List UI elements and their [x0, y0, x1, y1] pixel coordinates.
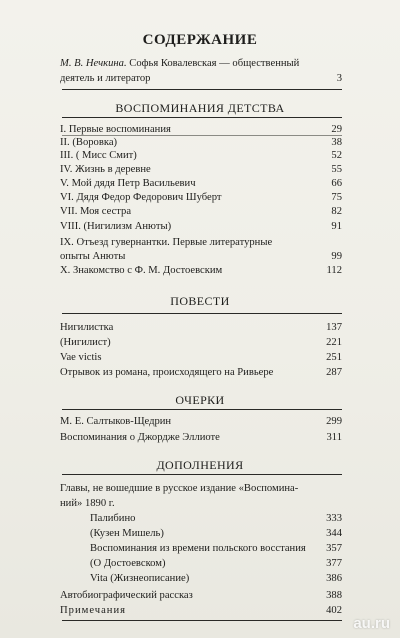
- intro-title-line2: деятель и литератор: [60, 73, 151, 84]
- toc-page: 333: [326, 513, 342, 524]
- section-heading-appendix: ДОПОЛНЕНИЯ: [156, 458, 244, 472]
- toc-page: 221: [326, 337, 342, 348]
- toc-page: 287: [326, 367, 342, 378]
- divider: [62, 474, 342, 475]
- toc-page: 311: [326, 432, 342, 443]
- toc-page: 55: [331, 164, 342, 175]
- watermark: au.ru: [353, 615, 390, 632]
- toc-page: 251: [326, 352, 342, 363]
- book-page: СОДЕРЖАНИЕ М. В. Нечкина. Софья Ковалевская — общественный деятель и литератор 3 ВОСПОМИНАНИЯ ДЕТСТВА I. Первые воспоминания 29 II. (Воровка) 38 III. ( Мисс Смит) 52 IV. Жизнь в деревне 55 V. Мой дядя Петр Васильевич 66 VI. Дядя Федор Федорович Шуберт 75 VII. Моя сестра 82 VIII. (Нигилизм Анюты) 91 IX. Отъезд гувернантки. Первые литературные опыты Анюты 99 X. Знакомство с Ф. М. Достоевским 112 ПОВЕСТИ Нигилистка 137 (Нигилист) 221 Vae victis 251 Отрывок из романа, происходящего на Ривьере 287 ОЧЕРКИ М. Е. Салтыков-Щедрин 299 Воспоминания о Джордже Эллиоте 311 ДОПОЛНЕНИЯ Главы, не вошедшие в русское издание «Воспомина- ний» 1890 г. Палибино 333 (Кузен Мишель) 344 Воспоминания из времени польского восстания 357 (О Достоевском) 377 Vita (Жизнеописание) 386 Автобиографический рассказ 388 Примечания 402 au.ru: [0, 0, 400, 638]
- toc-page: 112: [326, 265, 342, 276]
- divider: [62, 620, 342, 621]
- toc-page: 388: [326, 590, 342, 601]
- toc-page: 66: [331, 178, 342, 189]
- toc-page: 386: [326, 573, 342, 584]
- page-title: СОДЕРЖАНИЕ: [142, 32, 258, 48]
- toc-page: 75: [331, 192, 342, 203]
- section-heading-childhood: ВОСПОМИНАНИЯ ДЕТСТВА: [115, 101, 285, 115]
- toc-page: 299: [326, 416, 342, 427]
- intro-author: М. В. Нечкина.: [60, 58, 127, 69]
- toc-page: 137: [326, 322, 342, 333]
- section-heading-stories: ПОВЕСТИ: [170, 294, 230, 308]
- toc-page: 52: [331, 150, 342, 161]
- toc-page: 344: [326, 528, 342, 539]
- divider: [62, 313, 342, 314]
- toc-page: 82: [331, 206, 342, 217]
- divider: [62, 89, 342, 90]
- divider: [62, 117, 342, 118]
- toc-page: 402: [326, 605, 342, 616]
- divider: [62, 135, 342, 136]
- toc-page: 377: [326, 558, 342, 569]
- toc-page: 38: [331, 137, 342, 148]
- intro-title-line1: Софья Ковалевская — общественный: [126, 58, 300, 69]
- toc-page: 99: [331, 251, 342, 262]
- toc-page: 91: [331, 221, 342, 232]
- toc-page: 357: [326, 543, 342, 554]
- divider: [62, 409, 342, 410]
- toc-page: 29: [331, 124, 342, 135]
- section-heading-essays: ОЧЕРКИ: [175, 393, 225, 407]
- intro-page: 3: [336, 73, 342, 84]
